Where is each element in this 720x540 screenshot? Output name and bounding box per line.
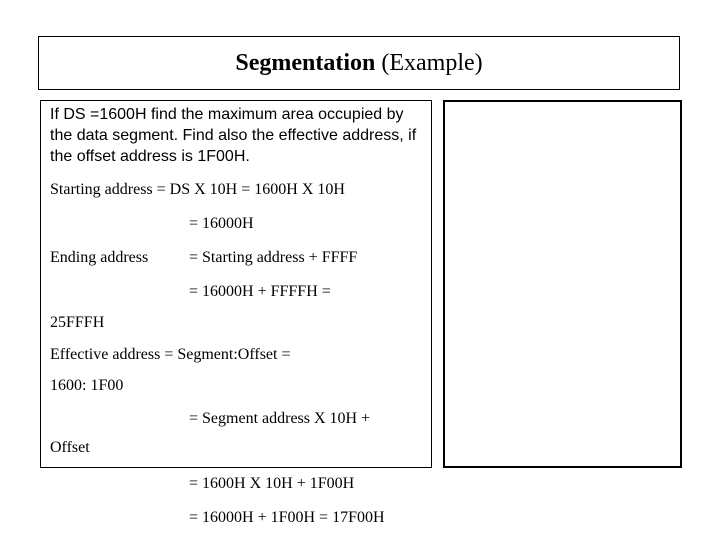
effective-address-result: = 16000H + 1F00H = 17F00H — [189, 509, 385, 526]
ending-address-label: Ending address — [50, 249, 149, 266]
effective-address-value: 1600: 1F00 — [50, 377, 124, 394]
effective-address-line: Effective address = Segment:Offset = — [50, 346, 291, 363]
title-normal: (Example) — [375, 49, 483, 76]
effective-address-offset: Offset — [50, 439, 90, 456]
effective-address-formula: = Segment address X 10H + — [189, 410, 371, 427]
slide-title — [38, 36, 680, 90]
ending-address-result: 25FFFH — [50, 314, 105, 331]
starting-address-result: = 16000H — [189, 215, 254, 232]
title-bold: Segmentation — [235, 49, 376, 76]
starting-address-line: Starting address = DS X 10H = 1600H X 10H — [50, 181, 345, 198]
effective-address-calculation: = 1600H X 10H + 1F00H — [189, 475, 355, 492]
question-text: If DS =1600H find the maximum area occupied by the data segment. Find also the effective address, if the offset address is 1F00H. — [50, 106, 417, 165]
ending-address-sum: = 16000H + FFFFH = — [189, 283, 331, 300]
empty-panel — [443, 100, 682, 468]
ending-address-equation: = Starting address + FFFF — [189, 249, 358, 266]
